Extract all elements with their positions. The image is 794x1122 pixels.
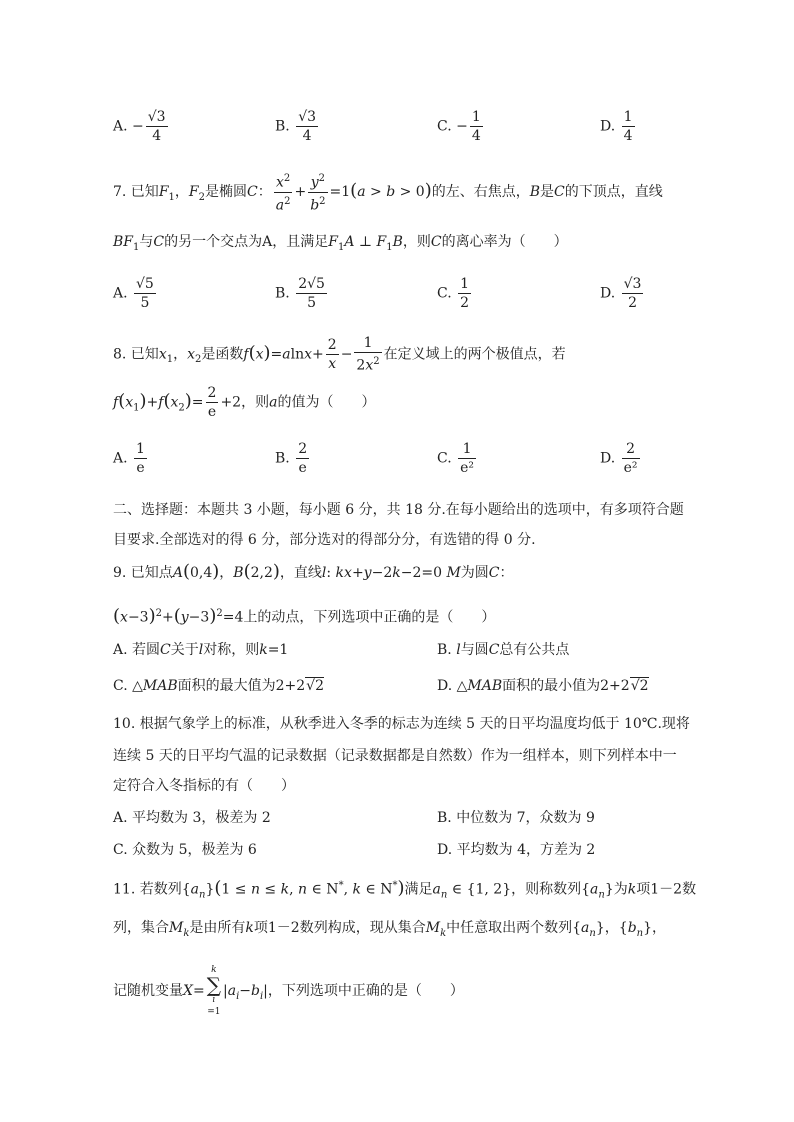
q9-line-1: 9. 已知点A(0,4)，B(2,2)，直线l: kx+y−2k−2=0 M为圆C： [113, 561, 514, 582]
q11-line-3: 记随机变量X= k ∑ i =1 $|a_i-b_i|$，下列选项中正确的是（ ） [113, 965, 464, 1017]
fraction: $\frac{√3}{4}$ [147, 109, 166, 144]
q9-option-a: A. 若圆C关于l对称，则k=1 [113, 642, 289, 658]
q6-option-a: A. − $\frac{√3}{4}$ [113, 109, 166, 144]
q8-option-d: D. $\frac{2}{\text{e²}}$ [600, 441, 638, 476]
q8-option-c: C. $\frac{1}{\text{e²}}$ [437, 441, 475, 476]
q8-option-b: B. $\frac{2}{e}$ [275, 441, 308, 476]
q7-option-b: B. $\frac{2√5}{5}$ [275, 276, 325, 311]
fraction: $\frac{√3}{4}$ [298, 109, 317, 144]
q9-option-d: D. △MAB面积的最小值为2+2√2 [437, 678, 649, 694]
q7-line-2: $BF_1$与C的另一个交点为A，且满足$F_1A$ ⊥ $F_1B$，则C的离心率为（ ） [113, 234, 568, 253]
q10-line-3: 定符合入冬指标的有（ ） [113, 778, 295, 794]
q7-option-c: C. $\frac{1}{2}$ [437, 276, 470, 311]
q10-line-1: 10. 根据气象学上的标准，从秋季进入冬季的标志为连续 5 天的日平均温度均低于 10℃.现将 [113, 716, 690, 732]
q9-option-b: B. l与圆C总有公共点 [437, 642, 570, 658]
q10-option-a: A. 平均数为 3，极差为 2 [113, 810, 271, 826]
q7-option-d: D. $\frac{√3}{2}$ [600, 276, 642, 311]
fraction: $\frac{1}{4}$ [623, 109, 633, 144]
q9-option-c: C. △MAB面积的最大值为2+2√2 [113, 678, 324, 694]
q8-option-a: A. $\frac{1}{e}$ [113, 441, 145, 476]
q6-option-c: C. − $\frac{1}{4}$ [437, 109, 481, 144]
q10-line-2: 连续 5 天的日平均气温的记录数据（记录数据都是自然数）作为一组样本，则下列样本中一 [113, 748, 677, 764]
q10-option-d: D. 平均数为 4，方差为 2 [437, 842, 596, 858]
q6-option-d: D. $\frac{1}{4}$ [600, 109, 633, 144]
q11-line-1: 11. 若数列$\{a_n\}(1 \le n \le k$, n ∈ N*, k ∈ N*)满足$a_n$ ∈ {1, 2}，则称数列$\{a_n\}$为k项1－2数 [113, 877, 697, 901]
fraction: $\frac{1}{4}$ [471, 109, 481, 144]
q8-line-1: 8. 已知$x_1$，$x_2$是函数f(x)=alnx+ $\frac{2}{x}$ − $\frac{1}{2x^2}$ 在定义域上的两个极值点，若 [113, 335, 566, 374]
q7-line-1: 7. 已知$F_1$，$F_2$是椭圆C： $\frac{x^2}{a^2}$ + $\frac{y^2}{b^2}$ =1(a > b > 0)的左、右焦点，B是C的下顶点，直线 [113, 170, 663, 214]
q10-option-c: C. 众数为 5，极差为 6 [113, 842, 257, 858]
section-2-heading: 二、选择题：本题共 3 小题，每小题 6 分，共 18 分.在每小题给出的选项中，有多项符合题 [113, 502, 684, 518]
q6-option-b: B. $\frac{√3}{4}$ [275, 109, 317, 144]
q8-line-2: $f(x_1)+f(x_2)=$ $\frac{2}{e}$ +2，则a的值为（ ） [113, 385, 376, 420]
q7-option-a: A. $\frac{√5}{5}$ [113, 276, 154, 311]
q10-option-b: B. 中位数为 7，众数为 9 [437, 810, 595, 826]
q9-line-2: $(x-3)^2+(y-3)^2=4$上的动点，下列选项中正确的是（ ） [113, 605, 496, 627]
section-2-instructions: 目要求.全部选对的得 6 分，部分选对的得部分分，有选错的得 0 分. [113, 532, 536, 548]
q11-line-2: 列，集合$M_k$是由所有k项1－2数列构成，现从集合$M_k$中任意取出两个数列$\{a_n\}$，$\{b_n\}$， [113, 920, 667, 939]
